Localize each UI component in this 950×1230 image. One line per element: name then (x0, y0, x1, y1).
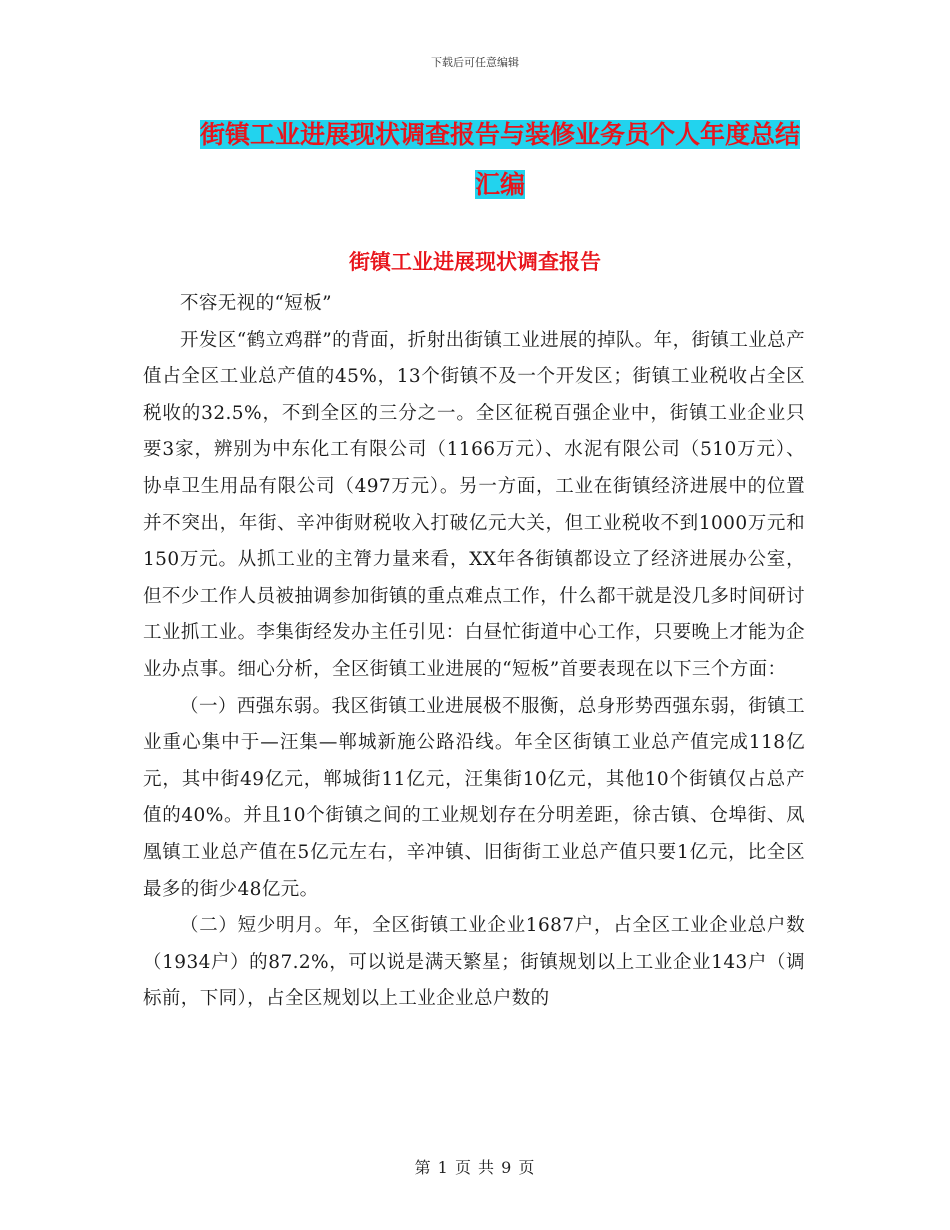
paragraph-subheading: 不容无视的“短板” (180, 293, 333, 314)
paragraph: 开发区“鹤立鸡群”的背面，折射出街镇工业进展的掉队。年，街镇工业总产值占全区工业总产值的45%，13个街镇不及一个开发区；街镇工业税收占全区税收的32.5%，不到全区的三分之一。全区征税百强企业中，街镇工业企业只要3家，辨别为中东化工有限公司（1166万元）、水泥有限公司（510万元）、协卓卫生用品有限公司（497万元）。另一方面，工业在街镇经济进展中的位置并不突出，年街、辛冲街财税收入打破亿元大关，但工业税收不到1000万元和150万元。从抓工业的主膂力量来看，XX年各街镇都设立了经济进展办公室，但不少工作人员被抽调参加街镇的重点难点工作，什么都干就是没几多时间研讨工业抓工业。李集街经发办主任引见：白昼忙街道中心工作，只要晚上才能为企业办点事。细心分析，全区街镇工业进展的“短板”首要表现在以下三个方面： (143, 329, 805, 680)
paragraph: （二）短少明月。年，全区街镇工业企业1687户，占全区工业企业总户数（1934户）的87.2%，可以说是满天繁星；街镇规划以上工业企业143户（调标前，下同），占全区规划以上工业企业总户数的 (143, 915, 805, 1010)
header-note: 下载后可任意编辑 (431, 56, 519, 69)
document-title-text: 街镇工业进展现状调查报告与装修业务员个人年度总结汇编 (199, 120, 800, 199)
document-body (143, 286, 805, 1018)
section-title: 街镇工业进展现状调查报告 (349, 249, 601, 274)
page-footer: 第 1 页 共 9 页 (414, 1158, 536, 1177)
paragraph: （一）西强东弱。我区街镇工业进展极不服衡，总身形势西强东弱，街镇工业重心集中于—汪集—郸城新施公路沿线。年全区街镇工业总产值完成118亿元，其中街49亿元，郸城街11亿元，汪集街10亿元，其他10个街镇仅占总产值的40%。并且10个街镇之间的工业规划存在分明差距，徐古镇、仓埠街、凤凰镇工业总产值在5亿元左右，辛冲镇、旧街街工业总产值只要1亿元，比全区最多的街少48亿元。 (143, 695, 805, 900)
document-title (195, 110, 805, 210)
